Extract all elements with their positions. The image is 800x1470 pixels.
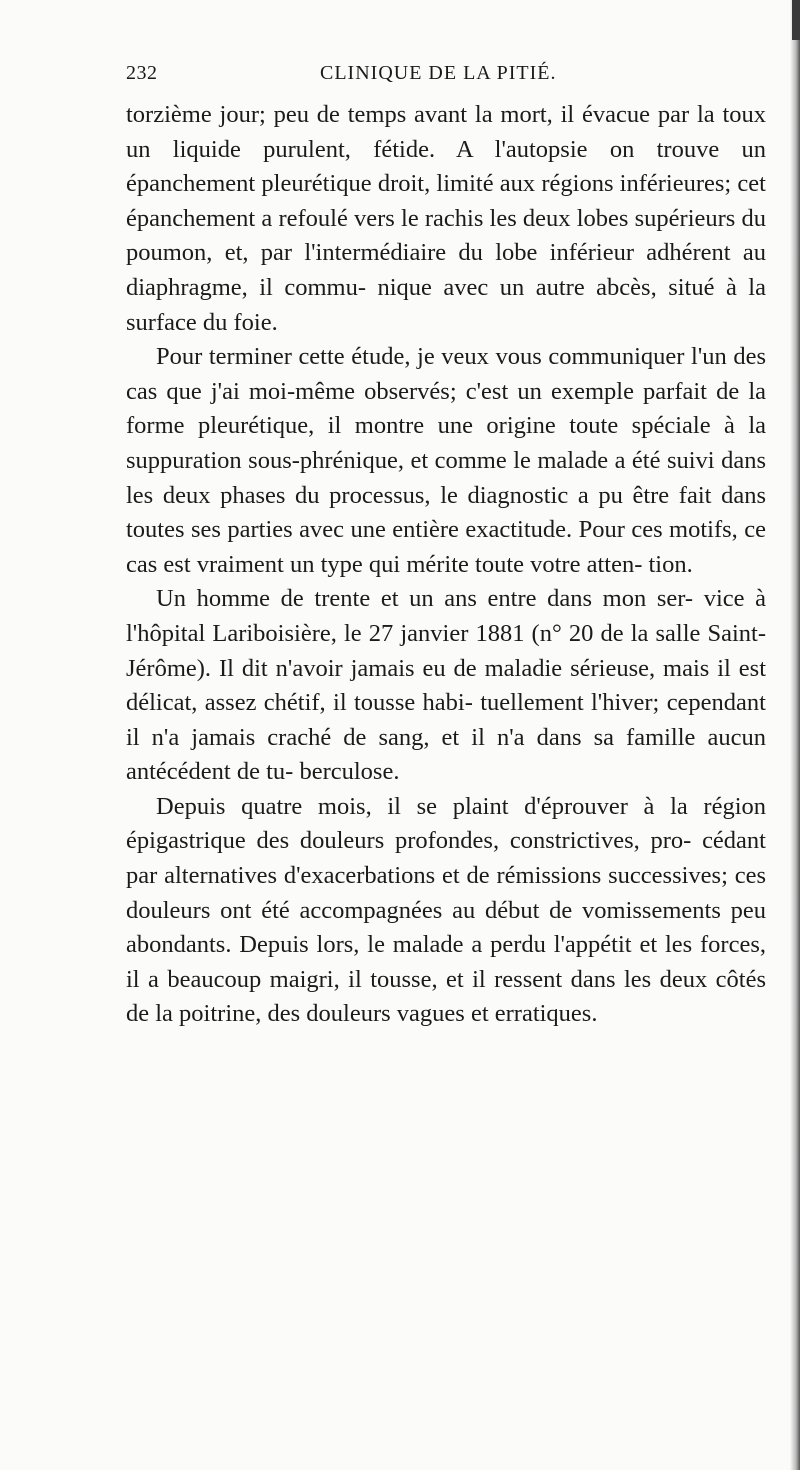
paragraph-2: Pour terminer cette étude, je veux vous communiquer l'un des cas que j'ai moi-même observés; c'est un exemple parfait de la forme pleurétique, il montre une origine toute spéciale à la suppuration sous-phrénique, et comme le malade a été suivi dans les deux phases du processus, le diagnostic a pu être fait dans toutes ses parties avec une entière exactitude. Pour ces motifs, ce cas est vraiment un type qui mérite toute votre atten- tion. — [126, 343, 766, 578]
running-head — [126, 62, 710, 88]
header-title: CLINIQUE DE LA PITIÉ. — [320, 62, 557, 84]
page-edge-shadow-top — [792, 0, 800, 40]
paragraph-3: Un homme de trente et un ans entre dans mon ser- vice à l'hôpital Lariboisière, le 27 janvier 1881 (n° 20 de la salle Saint-Jérôme). Il dit n'avoir jamais eu de maladie sérieuse, mais il est délicat, assez chétif, il tousse habi- tuellement l'hiver; cependant il n'a jamais craché de sang, et il n'a dans sa famille aucun antécédent de tu- berculose. — [126, 585, 766, 786]
page-edge-shadow — [790, 0, 800, 1470]
paragraph-4: Depuis quatre mois, il se plaint d'éprouver à la région épigastrique des douleurs profondes, constrictives, pro- cédant par alternatives d'exacerbations et de rémissions successives; ces douleurs ont été accompagnées au début de vomissements peu abondants. Depuis lors, le malade a perdu l'appétit et les forces, il a beaucoup maigri, il tousse, et il ressent dans les deux côtés de la poitrine, des douleurs vagues et erratiques. — [126, 792, 766, 1028]
body-text — [126, 98, 766, 1032]
page-number: 232 — [126, 62, 158, 84]
paragraph-1: torzième jour; peu de temps avant la mort, il évacue par la toux un liquide purulent, fétide. A l'autopsie on trouve un épanchement pleurétique droit, limité aux régions inférieures; cet épanchement a refoulé vers le rachis les deux lobes supérieurs du poumon, et, par l'intermédiaire du lobe inférieur adhérent au diaphragme, il commu- nique avec un autre abcès, situé à la surface du foie. — [126, 101, 766, 336]
